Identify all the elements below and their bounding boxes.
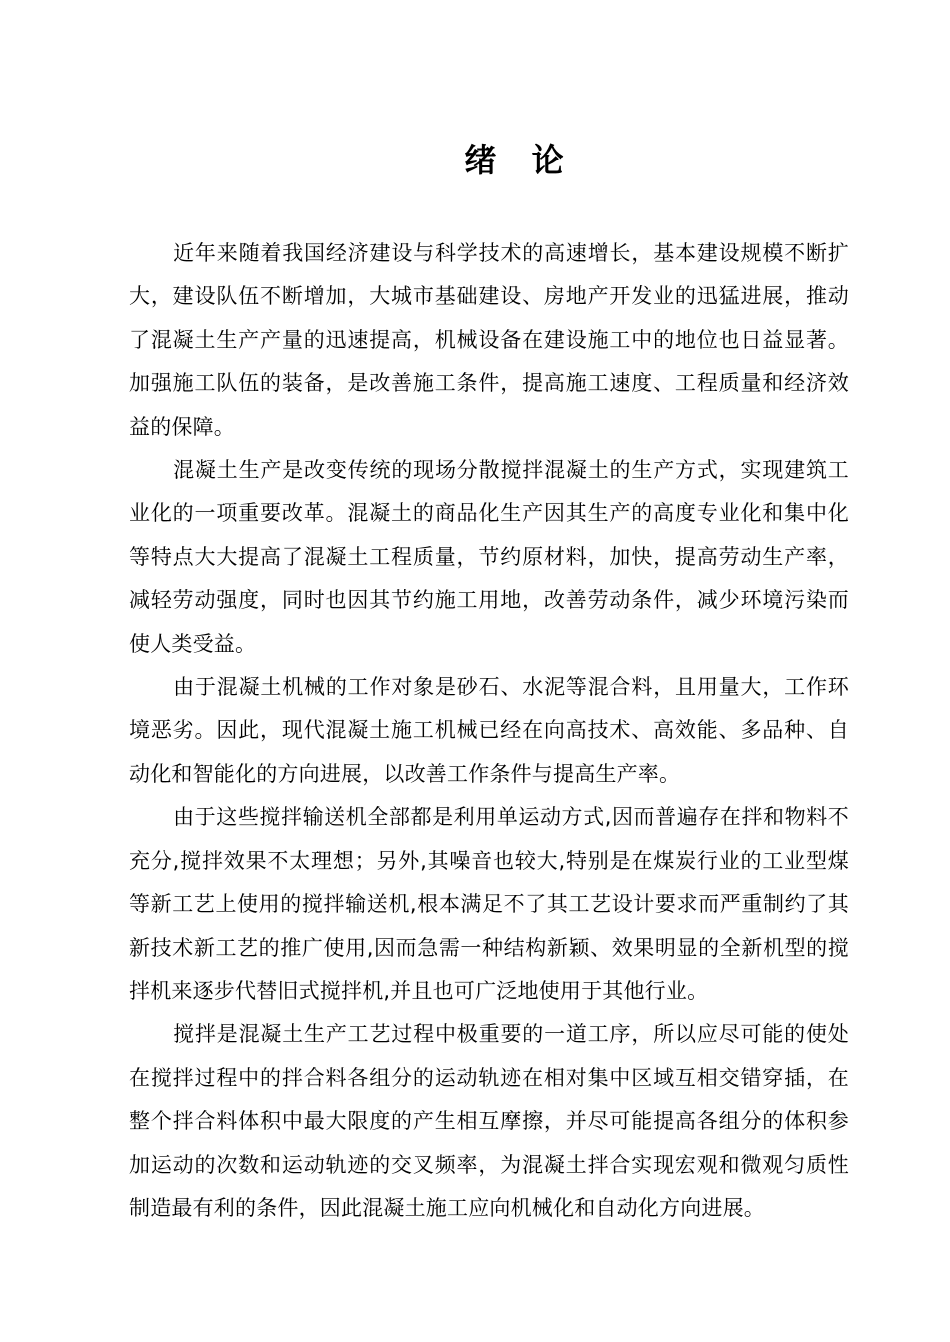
paragraph-1: 近年来随着我国经济建设与科学技术的高速增长，基本建设规模不断扩大，建设队伍不断增加，大城市基础建设、房地产开发业的迅猛进展，推动了混凝土生产产量的迅速提高，机械设备在建设施工中的地位也日益显著。加强施工队伍的装备，是改善施工条件，提高施工速度、工程质量和经济效益的保障。 (129, 241, 849, 439)
body-text (129, 232, 849, 1230)
paragraph-3: 由于混凝土机械的工作对象是砂石、水泥等混合料，且用量大，工作环境恶劣。因此，现代混凝土施工机械已经在向高技术、高效能、多品种、自动化和智能化的方向进展，以改善工作条件与提高生产率。 (129, 675, 849, 786)
paragraph-2: 混凝土生产是改变传统的现场分散搅拌混凝土的生产方式，实现建筑工业化的一项重要改革。混凝土的商品化生产因其生产的高度专业化和集中化等特点大大提高了混凝土工程质量，节约原材料，加快，提高劳动生产率，减轻劳动强度，同时也因其节约施工用地，改善劳动条件，减少环境污染而使人类受益。 (129, 458, 849, 656)
page-title: 绪 论 (464, 141, 576, 179)
paragraph-5: 搅拌是混凝土生产工艺过程中极重要的一道工序，所以应尽可能的使处在搅拌过程中的拌合料各组分的运动轨迹在相对集中区域互相交错穿插，在整个拌合料体积中最大限度的产生相互摩擦，并尽可能提高各组分的体积参加运动的次数和运动轨迹的交叉频率，为混凝土拌合实现宏观和微观匀质性制造最有利的条件，因此混凝土施工应向机械化和自动化方向进展。 (129, 1022, 849, 1220)
paragraph-4: 由于这些搅拌输送机全部都是利用单运动方式,因而普遍存在拌和物料不充分,搅拌效果不太理想；另外,其噪音也较大,特别是在煤炭行业的工业型煤等新工艺上使用的搅拌输送机,根本满足不了其工艺设计要求而严重制约了其新技术新工艺的推广使用,因而急需一种结构新颖、效果明显的全新机型的搅拌机来逐步代替旧式搅拌机,并且也可广泛地使用于其他行业。 (129, 805, 849, 1003)
